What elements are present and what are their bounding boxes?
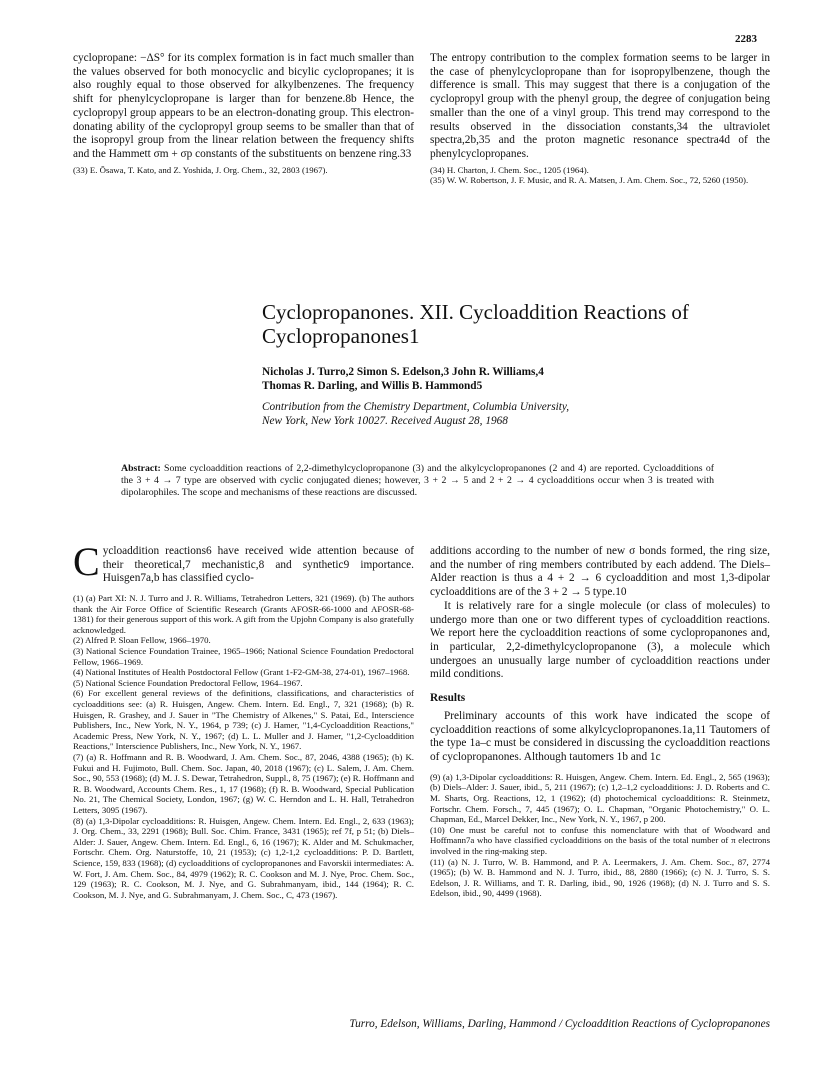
body-right-column	[430, 545, 770, 899]
body-right-footnotes	[430, 772, 770, 899]
top-right-footnotes	[430, 165, 770, 186]
intro-text: ycloaddition reactions6 have received wide attention because of their theoretical,7 mechanistic,8 and synthetic9 importance. Huisgen7a,b has classified cyclo-	[102, 545, 414, 585]
footnote: (10) One must be careful not to confuse this nomenclature with that of Woodward and Hoffmann7a who have classified cycloadditions on the basis of the total number of π electrons involved in the ring-making step.	[430, 824, 770, 856]
page-number: 2283	[735, 33, 757, 45]
title-line-1: Cyclopropanones. XII. Cycloaddition Reactions of	[262, 300, 689, 324]
title-line-2: Cyclopropanones1	[262, 324, 420, 348]
intro-paragraph	[73, 539, 414, 586]
abstract-text: Some cycloaddition reactions of 2,2-dimethylcyclopropanone (3) and the alkylcyclopropanones (2 and 4) are reported. Cycloadditions of the 3 + 4 → 7 type are observed with cyclic conjugated dienes; however, 3 + 2 → 5 and 2 + 2 → 4 cycloadditions occur when 3 is treated with dipolarophiles. The scope and mechanisms of these reactions are discussed.	[121, 463, 714, 498]
running-footer: Turro, Edelson, Williams, Darling, Hammond / Cycloaddition Reactions of Cyclopropanones	[349, 1018, 770, 1030]
body-paragraph: additions according to the number of new σ bonds formed, the ring size, and the number of ring members contributed by each addend. The Diels–Alder reaction is thus a 4 + 2 → 6 cycloaddition and most 1,3-dipolar cycloadditions are of the 3 + 2 → 5 type.10	[430, 545, 770, 599]
top-right-paragraph: The entropy contribution to the complex formation seems to be larger in the case of phenylcyclopropane than for isopropylbenzene, though the difference is small. This may suggest that there is a conjugation of the cyclopropyl group with the phenyl group, the degree of conjugation being smaller than the one of a vinyl group. This trend may correspond to the results observed in the dissociation constants,34 the ultraviolet spectra,2b,35 and the proton magnetic resonance spectra4d of the phenylcyclopropanes.	[430, 52, 770, 160]
body-paragraph: Preliminary accounts of this work have indicated the scope of cycloaddition reactions of some alkylcyclopropanones.1a,11 Tautomers of the type 1a–c must be considered in discussing the cycloaddition reactions of cyclopropanones. Although tautomers 1b and 1c	[430, 710, 770, 764]
author-list	[262, 365, 702, 393]
footnote: (8) (a) 1,3-Dipolar cycloadditions: R. Huisgen, Angew. Chem. Intern. Ed. Engl., 2, 633 (1963); J. Org. Chem., 33, 2291 (1968); Bull. Soc. Chim. France, 3431 (1965); ref 7f, p 51; (b) Diels–Alder: J. Sauer, Angew. Chem. Intern. Ed. Engl., 6, 16 (1967); K. Alder and M. Schukmacher, Fortschr. Chem. Org. Naturstoffe, 10, 21 (1953); (c) 1,2-1,2 cycloadditions: P. D. Bartlett, Science, 159, 833 (1968); (d) cycloadditions of cyclopropanones and Favorskii intermediates: A. W. Fort, J. Am. Chem. Soc., 84, 4979 (1962); R. C. Cookson and M. J. Nye, Proc. Chem. Soc., 129 (1963); R. C. Cookson, M. J. Nye, and G. Subrahmanyam, ibid., 144 (1964); R. C. Cookson, M. J. Nye, and G. Subrahmanyam, J. Chem. Soc., C, 473 (1967).	[73, 815, 414, 900]
body-left-column	[73, 539, 414, 900]
footnote: (3) National Science Foundation Trainee, 1965–1966; National Science Foundation Predoctoral Fellow, 1966–1969.	[73, 646, 414, 667]
footnote: (9) (a) 1,3-Dipolar cycloadditions: R. Huisgen, Angew. Chem. Intern. Ed. Engl., 2, 565 (1963); (b) Diels–Alder: J. Sauer, ibid., 5, 211 (1967); (c) 1,2–1,2 cycloadditions: J. D. Roberts and C. M. Sharts, Org. Reactions, 12, 1 (1962); (d) photochemical cycloadditions: R. Steinmetz, Fortschr. Chem. Forsch., 7, 445 (1967); O. L. Chapman, "Organic Photochemistry," O. L. Chapman, Ed., Marcel Dekker, Inc., New York, N. Y., 1967, p 200.	[430, 771, 770, 825]
top-left-footnotes	[73, 165, 414, 176]
abstract	[121, 463, 714, 499]
affiliation-line-1: Contribution from the Chemistry Department, Columbia University,	[262, 401, 570, 413]
authors-line-1: Nicholas J. Turro,2 Simon S. Edelson,3 John R. Williams,4	[262, 366, 544, 378]
footnote: (33) E. Ōsawa, T. Kato, and Z. Yoshida, J. Org. Chem., 32, 2803 (1967).	[73, 164, 328, 175]
footnote: (4) National Institutes of Health Postdoctoral Fellow (Grant 1-F2-GM-38, 274-01), 1967–1968.	[73, 667, 410, 678]
footnote: (2) Alfred P. Sloan Fellow, 1966–1970.	[73, 635, 211, 646]
top-left-column	[73, 52, 414, 175]
footnote: (6) For excellent general reviews of the definitions, classifications, and characteristics of cycloadditions see: (a) R. Huisgen, Angew. Chem. Intern. Ed. Engl., 7, 321 (1968); (b) R. Huisgen, R. Grashey, and J. Sauer in "The Chemistry of Alkenes," S. Patai, Ed., Interscience Publishers, Inc., New York, N. Y., 1964, p 739; (c) J. Hamer, "1,4-Cycloaddition Reactions," Academic Press, New York, N. Y., 1967; (d) L. L. Muller and J. Hamer, "1,2-Cycloaddition Reactions," Interscience Publishers, Inc., New York, N. Y., 1967.	[73, 688, 414, 752]
top-left-paragraph: cyclopropane: −ΔS° for its complex formation is in fact much smaller than the values observed for both monocyclic and bicylic cyclopropanes; it is also roughly equal to those observed for alkylbenzenes. The frequency shift for phenylcyclopropane is larger than for benzene.8b Hence, the cyclopropyl group appears to be an electron-donating group. This electron-donating ability of the cyclopropyl group seems to be smaller than that of the isopropyl group from the linear relation between the frequency shifts and the Hammett σm + σp constants of the substituents on benzene ring.33	[73, 52, 414, 160]
drop-cap: C	[73, 539, 100, 584]
footnote: (34) H. Charton, J. Chem. Soc., 1205 (1964).	[430, 164, 589, 175]
top-right-column	[430, 52, 770, 186]
body-paragraph: It is relatively rare for a single molecule (or class of molecules) to undergo more than one or two different types of cycloaddition reactions. We report here the cycloaddition reactions of some cyclopropanones and, in particular, 2,2-dimethylcyclopropanone (3), a molecule which undergoes an unusually large number of cycloaddition reactions under mild conditions.	[430, 599, 770, 681]
section-heading: Results	[430, 692, 466, 705]
article-title	[262, 300, 722, 348]
footnote: (7) (a) R. Hoffmann and R. B. Woodward, J. Am. Chem. Soc., 87, 2046, 4388 (1965); (b) K. Fukui and H. Fujimoto, Bull. Chem. Soc. Japan, 40, 2018 (1967); (c) L. Salem, J. Am. Chem. Soc., 90, 553 (1968); (d) M. J. S. Dewar, Tetrahedron, Suppl., 8, 75 (1967); (e) R. Hoffmann and R. B. Woodward, Accounts Chem. Res., 1, 17 (1968); (f) R. B. Woodward, Special Publication No. 21, The Chemical Society, London, 1967; (g) W. C. Herndon and L. H. Hall, Tetrahedron Letters, 3095 (1967).	[73, 752, 414, 815]
footnote: (1) (a) Part XI: N. J. Turro and J. R. Williams, Tetrahedron Letters, 321 (1969). (b) The authors thank the Air Force Office of Scientific Research (Grants AFOSR-66-1000 and AFOSR-68-1381) for their generous support of this work. A gift from the Upjohn Company is also gratefully acknowledged.	[73, 593, 414, 635]
footnote: (35) W. W. Robertson, J. F. Music, and R. A. Matsen, J. Am. Chem. Soc., 72, 5260 (1950).	[430, 175, 749, 186]
affiliation-line-2: New York, New York 10027. Received August 28, 1968	[262, 415, 508, 427]
abstract-label: Abstract:	[121, 463, 161, 474]
body-left-footnotes	[73, 593, 414, 900]
footnote: (5) National Science Foundation Predoctoral Fellow, 1964–1967.	[73, 677, 303, 688]
footnote: (11) (a) N. J. Turro, W. B. Hammond, and P. A. Leermakers, J. Am. Chem. Soc., 87, 2774 (1965); (b) W. B. Hammond and N. J. Turro, ibid., 88, 2880 (1966); (c) N. J. Turro, S. S. Edelson, J. R. Williams, and T. R. Darling, ibid., 90, 1926 (1968); (d) N. J. Turro and S. S. Edelson, ibid., 90, 4499 (1968).	[430, 856, 770, 899]
affiliation	[262, 400, 702, 428]
authors-line-2: Thomas R. Darling, and Willis B. Hammond5	[262, 380, 483, 392]
